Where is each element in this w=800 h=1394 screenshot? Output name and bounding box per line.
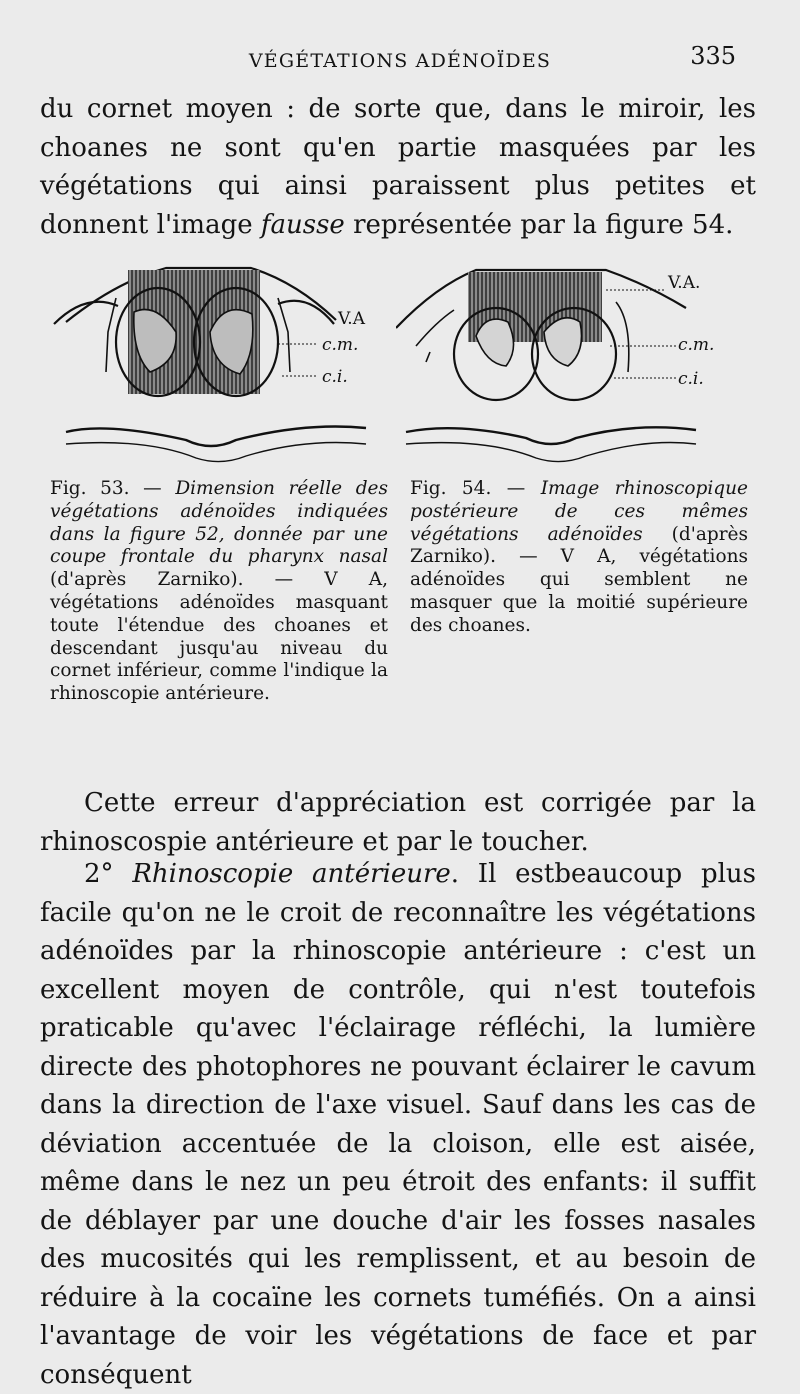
figure-53-diagram bbox=[46, 262, 396, 472]
figure-53-label-cm: c.m. bbox=[322, 335, 359, 355]
left-turbinate-curve bbox=[54, 302, 118, 324]
paragraph-intro-text-b: représentée par la figure 54. bbox=[344, 209, 734, 240]
figure-54-label-cm: c.m. bbox=[678, 335, 715, 355]
page-number: 335 bbox=[690, 42, 736, 70]
figure-53-caption-rest: (d'après Zarniko). — V A, végétations adénoïdes masquant toute l'étendue des choanes et descendant jusqu'au niveau du cornet inférieur, comme l'indique la rhinoscopie antérieure. bbox=[50, 569, 388, 705]
figure-54-label-ci: c.i. bbox=[678, 369, 704, 389]
figure-54-label-va: V.A. bbox=[668, 273, 701, 293]
left-middle-concha bbox=[476, 319, 514, 366]
paragraph-intro bbox=[40, 90, 756, 244]
right-wall-line bbox=[278, 298, 290, 372]
paragraph-rhinoscopy bbox=[40, 855, 756, 1394]
paragraph-intro-italic: fausse bbox=[260, 209, 345, 240]
paragraph-rhinoscopy-text: . Il estbeaucoup plus facile qu'on ne le croit de reconnaître les végétations adénoïdes par la rhinoscopie antérieure : c'est un excellent moyen de contrôle, qui n'est toutefois praticable qu'avec l'éclairage réfléchi, la lumière directe des photophores ne pouvant éclairer le cavum dans la direction de l'axe visuel. Sauf dans les cas de déviation accentuée de la cloison, elle est aisée, même dans le nez un peu étroit des enfants: il suffit de déblayer par une douche d'air les fosses nasales des mucosités qui les remplissent, et au besoin de réduire à la cocaïne les cornets tuméfiés. On a ainsi l'avantage de voir les végétations de face et par conséquent bbox=[40, 859, 757, 1390]
figure-53-label-va: V.A bbox=[338, 309, 365, 329]
section-heading: Rhinoscopie antérieure bbox=[132, 859, 451, 889]
figure-53-label-ci: c.i. bbox=[322, 367, 348, 387]
figure-54-caption-rest: (d'après Zarniko). — V A, végétations adénoïdes qui semblent ne masquer que la moitié supérieure des choanes. bbox=[410, 523, 748, 636]
figure-53-caption-italic: Dimension réelle des végétations adénoïdes indiquées dans la figure 52, donnée par une coupe frontale du pharynx nasal bbox=[50, 478, 389, 568]
figure-53-caption bbox=[50, 478, 388, 706]
figure-54-caption-italic: Image rhinoscopique postérieure de ces mêmes végétations adénoïdes bbox=[410, 478, 748, 545]
running-title: VÉGÉTATIONS ADÉNOÏDES bbox=[248, 50, 552, 72]
figure-54-caption bbox=[410, 478, 748, 638]
right-wall-line bbox=[616, 302, 629, 372]
figure-53-caption-number: Fig. 53. — bbox=[50, 478, 176, 499]
figure-54-diagram bbox=[396, 262, 746, 472]
right-turbinate-curve bbox=[278, 301, 334, 324]
left-wall-line bbox=[106, 298, 116, 372]
left-wall-mark bbox=[426, 352, 430, 362]
section-number: 2° bbox=[84, 859, 114, 889]
floor-line bbox=[406, 443, 696, 462]
paragraph-intro-text-a: du cornet moyen : de sorte que, dans le miroir, les choanes ne sont qu'en partie masquées par les végétations qui ainsi paraissent plus petites et donnent l'image bbox=[40, 94, 756, 240]
page-header bbox=[60, 42, 740, 78]
left-turbinate-curve bbox=[416, 310, 454, 346]
paragraph-correction: Cette erreur d'appréciation est corrigée par la rhinoscospie antérieure et par le toucher. bbox=[40, 788, 756, 857]
right-middle-concha bbox=[544, 318, 582, 366]
palate-line bbox=[406, 427, 696, 444]
figure-54-caption-number: Fig. 54. — bbox=[410, 478, 541, 499]
